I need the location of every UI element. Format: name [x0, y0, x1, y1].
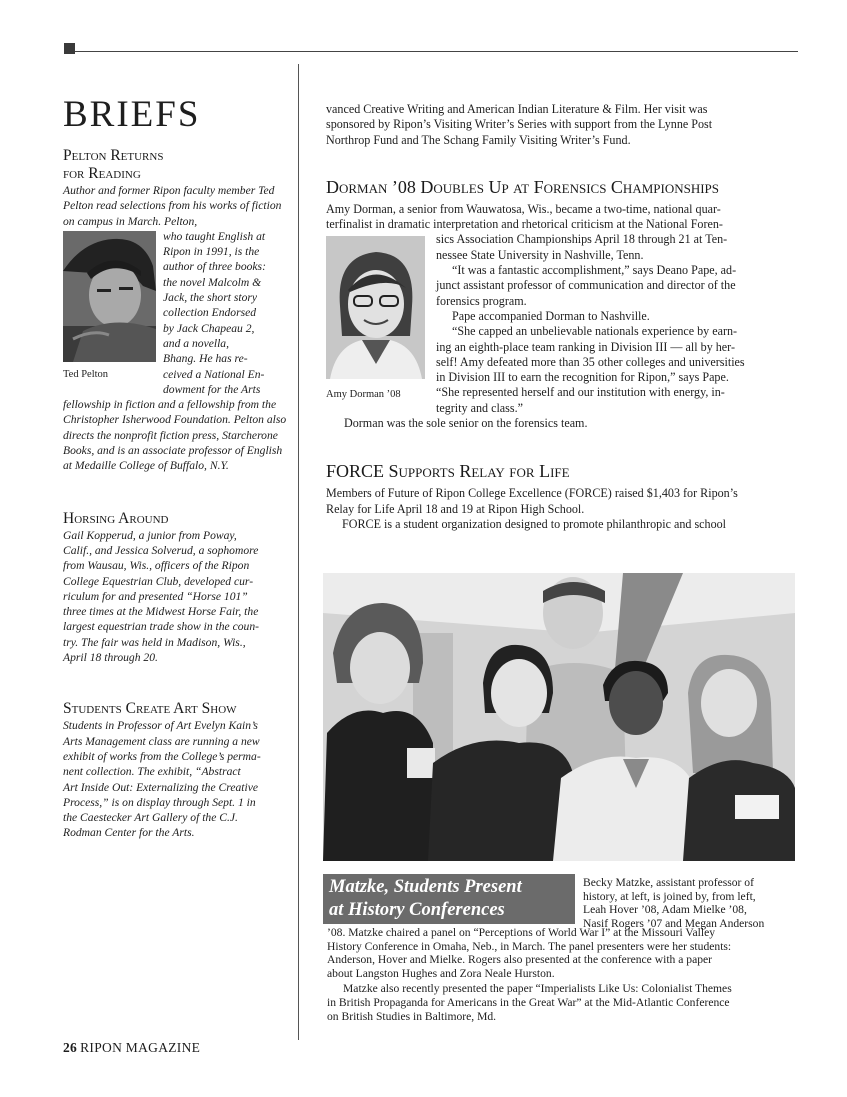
continued-text: [326, 102, 796, 148]
text-line: junct assistant professor of communication and director of the: [436, 278, 736, 293]
text-line: in Division III to earn the recognition for Ripon,” says Pape.: [436, 370, 729, 385]
text-line: College Equestrian Club, developed cur-: [63, 574, 254, 588]
text-line: Calif., and Jessica Solverud, a sophomore: [63, 543, 259, 557]
text-line: self! Amy defeated more than 35 other colleges and universities: [436, 354, 745, 369]
section-title: BRIEFS: [63, 94, 201, 135]
pelton-heading-line2: for Reading: [63, 165, 141, 182]
dorman-intro: [326, 202, 796, 233]
pelton-intro: Author and former Ripon faculty member Ted Pelton read selections from his works of fiction on campus in March. Pelton,: [63, 184, 282, 228]
text-line: April 18 through 20.: [63, 651, 158, 665]
history-p2-text: [327, 982, 797, 1023]
banner-line2: at History Conferences: [329, 900, 505, 920]
pelton-heading-line1: Pelton Returns: [63, 147, 164, 164]
text-line: Jack, the short story: [163, 291, 258, 305]
dorman-photo-caption: Amy Dorman ’08: [326, 389, 401, 401]
text-line: the Caestecker Art Gallery of the C.J.: [63, 811, 238, 825]
text-line: by Jack Chapeau 2,: [163, 321, 255, 335]
horsing-brief: [63, 510, 287, 666]
text-line: Pape accompanied Dorman to Nashville.: [452, 308, 650, 323]
text-line: Matzke also recently presented the paper “Imperialists Like Us: Colonialist Themes: [343, 982, 732, 996]
top-rule: [64, 43, 798, 55]
pelton-rest: fellowship in fiction and a fellowship from the Christopher Isherwood Foundation. Pelton also directs the nonprofit fiction press, Starcherone Books, and is an associate professor of English at Medaille College of Buffalo, N.Y.: [63, 398, 287, 473]
text-line: Becky Matzke, assistant professor of: [583, 876, 754, 889]
amy-dorman-photo: [326, 236, 425, 379]
text-line: forensics program.: [436, 293, 527, 308]
briefs-column: [63, 96, 287, 841]
text-line: in British Propaganda for Americans in the Great War” at the Mid-Atlantic Conference: [327, 995, 730, 1009]
text-line: “She represented herself and our institution with energy, in-: [436, 385, 725, 400]
column-divider: [298, 64, 299, 1040]
text-line: FORCE is a student organization designed to promote philanthropic and school: [342, 516, 727, 531]
text-line: Amy Dorman, a senior from Wauwatosa, Wis., became a two-time, national quar-: [326, 201, 721, 216]
horsing-text: [63, 528, 287, 666]
text-line: Gail Kopperud, a junior from Poway,: [63, 528, 237, 542]
text-line: “It was a fantastic accomplishment,” says Deano Pape, ad-: [452, 263, 737, 278]
text-line: ’08. Matzke chaired a panel on “Perceptions of World War I” at the Missouri Valley: [327, 926, 716, 939]
pelton-figure: [63, 231, 156, 381]
text-line: vanced Creative Writing and American Indian Literature & Film. Her visit was: [326, 102, 708, 116]
force-text: [326, 486, 796, 532]
art-text: [63, 718, 287, 840]
text-line: author of three books:: [163, 260, 266, 274]
history-group-photo: [323, 573, 795, 861]
rule-line: [75, 51, 798, 52]
text-line: Leah Hover ’08, Adam Mielke ’08,: [583, 903, 747, 917]
history-rest-text: [327, 926, 797, 980]
dorman-last-line: Dorman was the sole senior on the forensics team.: [344, 416, 588, 431]
text-line: try. The fair was held in Madison, Wis.,: [63, 635, 246, 649]
history-caption-rest: [327, 926, 797, 1023]
force-heading: FORCE Supports Relay for Life: [326, 461, 570, 482]
history-caption-top: [583, 876, 797, 930]
dorman-figure: [326, 236, 425, 401]
text-line: sics Association Championships April 18 through 21 at Ten-: [436, 232, 728, 247]
pelton-photo-caption: Ted Pelton: [63, 368, 109, 380]
text-line: dowment for the Arts: [163, 382, 261, 396]
text-line: three times at the Midwest Horse Fair, the: [63, 605, 259, 619]
text-line: History Conference in Omaha, Neb., in March. The panel presenters were her students:: [327, 939, 732, 953]
text-line: on British Studies in Baltimore, Md.: [327, 1009, 497, 1023]
text-line: riculum for and presented “Horse 101”: [63, 589, 248, 603]
text-line: largest equestrian trade show in the coun-: [63, 620, 260, 634]
text-line: collection Endorsed: [163, 306, 257, 320]
text-line: Rodman Center for the Arts.: [63, 826, 195, 840]
text-line: about Langston Hughes and Zora Neale Hurston.: [327, 966, 555, 980]
text-line: Members of Future of Ripon College Excellence (FORCE) raised $1,403 for Ripon’s: [326, 486, 738, 501]
text-line: Ripon in 1991, is the: [163, 245, 260, 259]
text-line: nent collection. The exhibit, “Abstract: [63, 765, 241, 779]
pelton-heading: [63, 147, 287, 183]
text-line: ceived a National En-: [163, 367, 265, 381]
dorman-heading: Dorman ’08 Doubles Up at Forensics Championships: [326, 176, 720, 197]
text-line: Students in Professor of Art Evelyn Kain’s: [63, 719, 258, 733]
text-line: from Wausau, Wis., officers of the Ripon: [63, 559, 250, 573]
text-line: tegrity and class.”: [436, 400, 523, 415]
text-line: Anderson, Hover and Mielke. Rogers also presented at the conference with a paper: [327, 953, 713, 967]
text-line: the novel Malcolm &: [163, 275, 262, 289]
history-top-text: [583, 876, 797, 930]
history-banner: [323, 874, 575, 924]
text-line: and a novella,: [163, 336, 230, 350]
text-line: terfinalist in dramatic interpretation and rhetorical criticism at the National Foren-: [326, 217, 723, 232]
art-brief: [63, 700, 287, 840]
text-line: ing an eighth-place team ranking in Division III — all by her-: [436, 339, 735, 354]
pelton-brief: [63, 147, 287, 474]
banner-line1: Matzke, Students Present: [329, 877, 522, 897]
text-line: Relay for Life April 18 and 19 at Ripon High School.: [326, 501, 585, 516]
text-line: exhibit of works from the College’s perma-: [63, 749, 261, 763]
text-line: Bhang. He has re-: [163, 352, 248, 366]
rule-square: [64, 43, 75, 54]
magazine-name: RIPON MAGAZINE: [80, 1040, 201, 1055]
text-line: Arts Management class are running a new: [63, 734, 260, 748]
text-line: Art Inside Out: Externalizing the Creative: [63, 780, 259, 794]
text-line: “She capped an unbelievable nationals experience by earn-: [452, 324, 738, 339]
main-column: [326, 102, 796, 532]
text-line: Northrop Fund and The Schang Family Visiting Writer’s Fund.: [326, 132, 631, 147]
text-line: history, at left, is joined by, from left,: [583, 889, 756, 903]
ted-pelton-photo: [63, 231, 156, 362]
horsing-heading: Horsing Around: [63, 509, 169, 527]
text-line: nessee State University in Nashville, Tenn.: [436, 247, 644, 262]
page-folio: [63, 1040, 200, 1056]
text-line: Process,” is on display through Sept. 1 in: [63, 795, 256, 809]
text-line: Nasif Rogers ’07 and Megan Anderson: [583, 916, 765, 930]
text-line: who taught English at: [163, 229, 266, 243]
text-line: sponsored by Ripon’s Visiting Writer’s Series with support from the Lynne Post: [326, 117, 713, 132]
page-number: 26: [63, 1040, 78, 1055]
art-heading: Students Create Art Show: [63, 700, 237, 718]
